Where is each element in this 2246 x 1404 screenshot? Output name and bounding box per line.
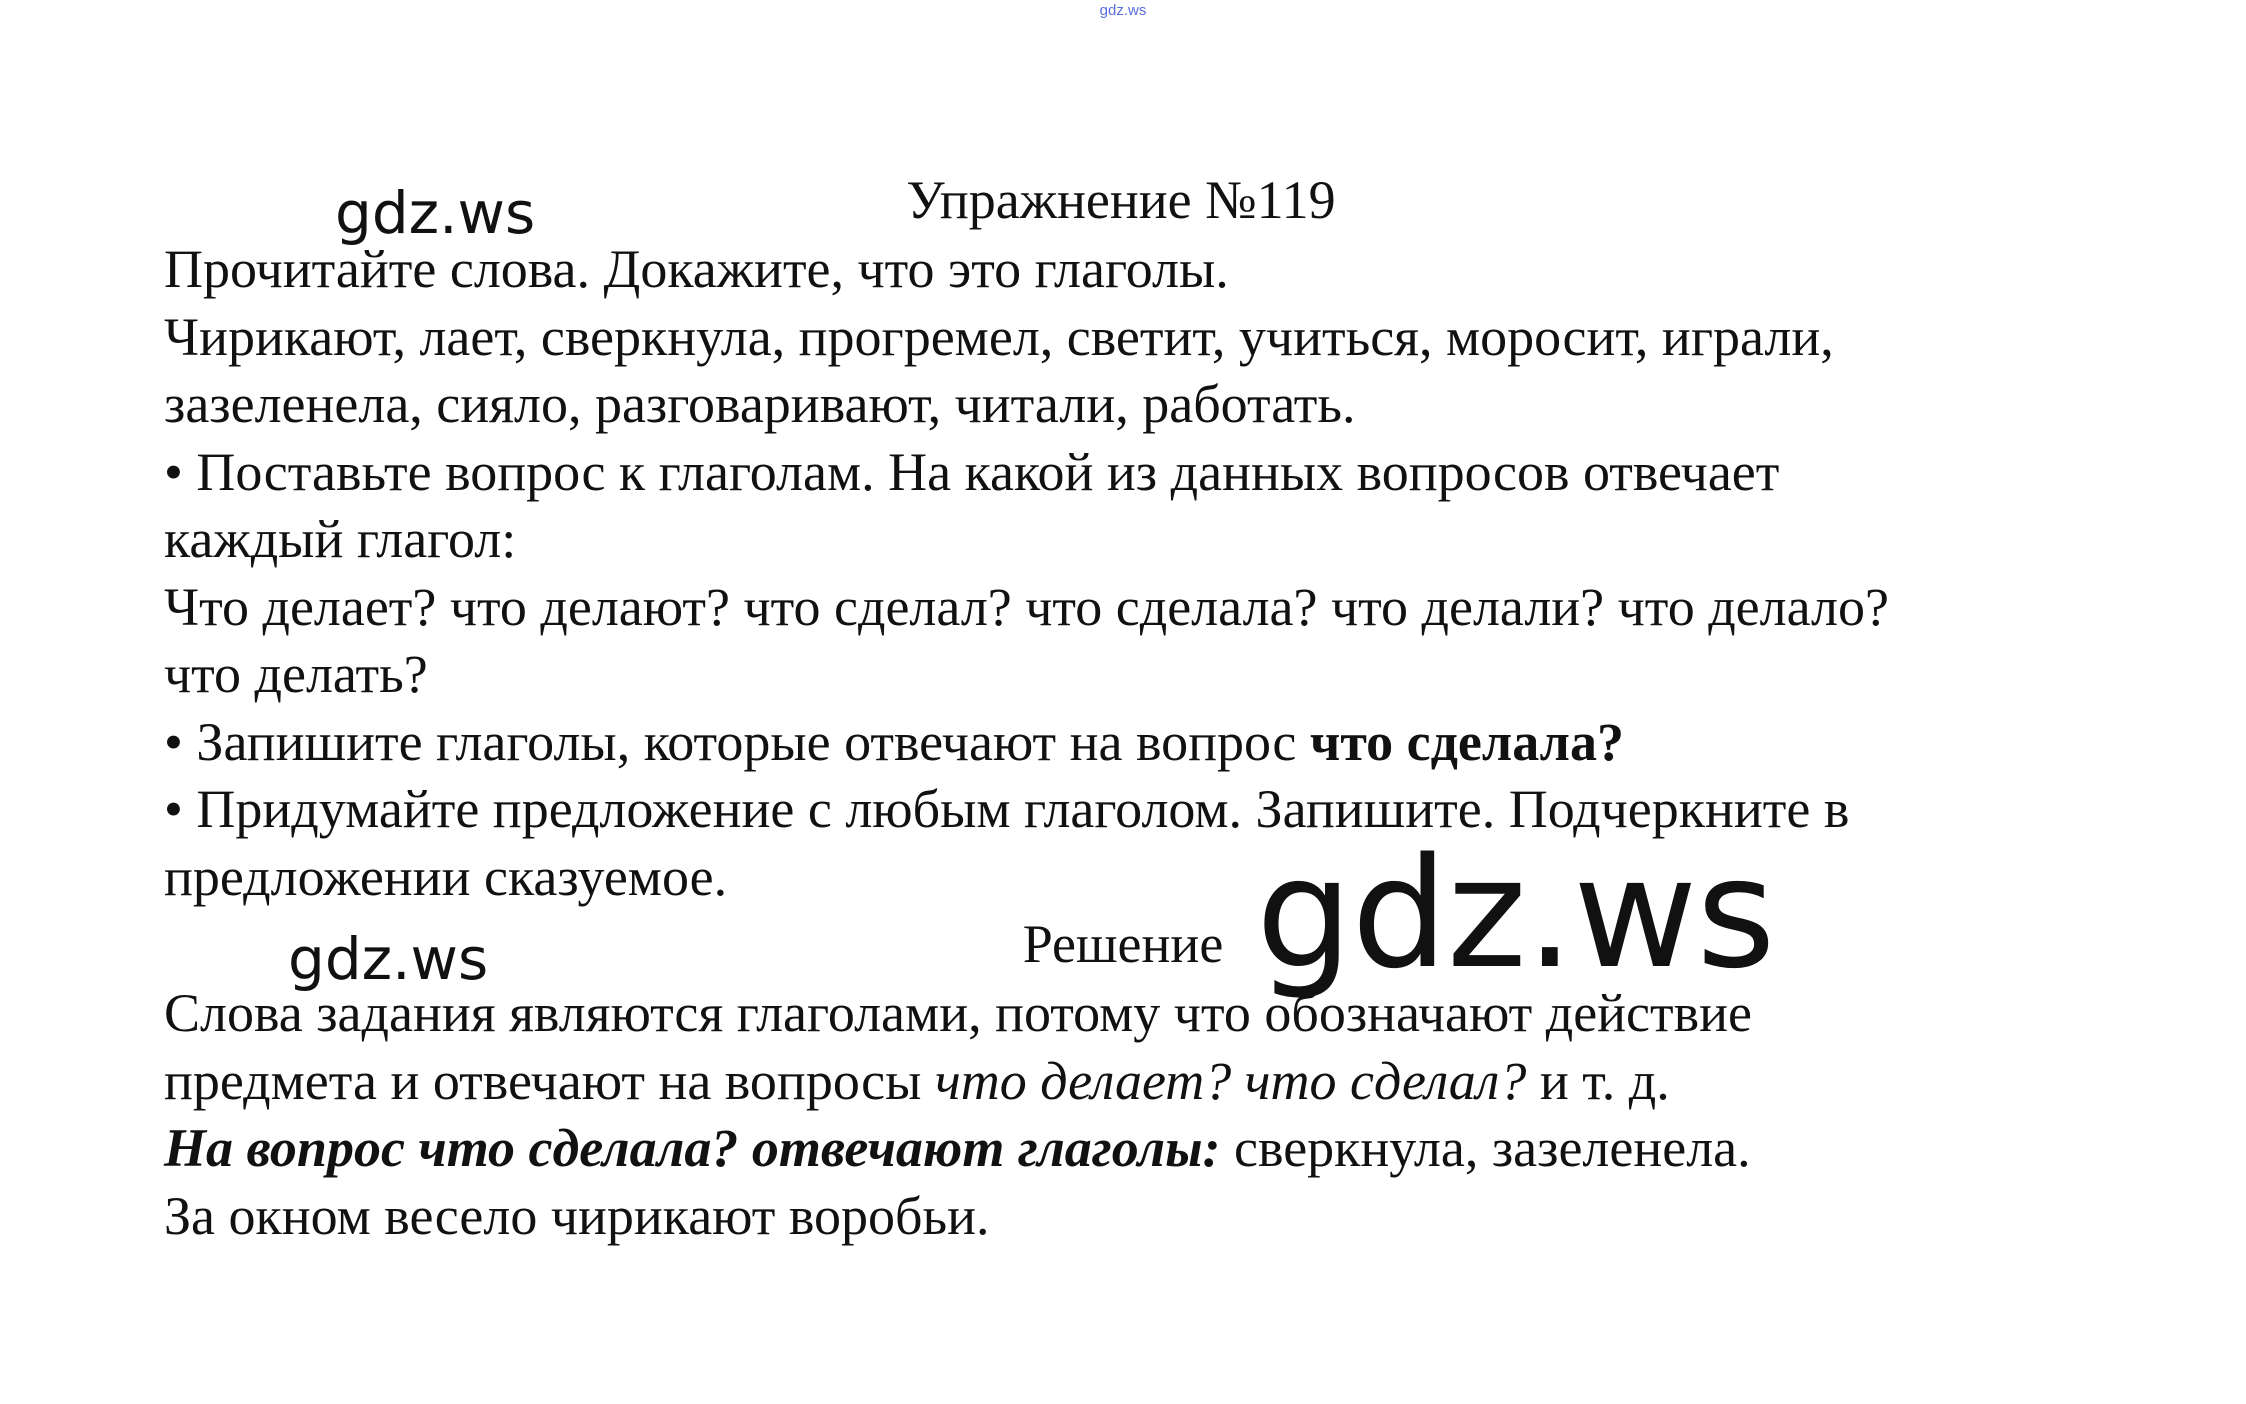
solution-line-2: [164, 1048, 2164, 1116]
solution-line-2-questions: что делает? что сделал?: [934, 1050, 1527, 1111]
questions-line-1: Что делает? что делают? что сделал? что сделала? что делали? что делало?: [164, 576, 1889, 637]
watermark-middle-left: gdz.ws: [288, 925, 489, 993]
task-2: [164, 709, 2164, 777]
questions-line-2: что делать?: [164, 644, 428, 704]
solution-line-2-end: и т. д.: [1526, 1050, 1670, 1111]
watermark-large: gdz.ws: [1256, 825, 1775, 1002]
words-line-1: Чирикают, лает, сверкнула, прогремел, светит, учиться, моросит, играли,: [164, 306, 1834, 367]
task-3-line-1: • Придумайте предложение с любым глаголом. Запишите. Подчеркните в: [164, 779, 1850, 839]
solution-text: [164, 980, 2164, 1250]
exercise-title-text: Упражнение №119: [906, 170, 1336, 230]
task-2-text: • Запишите глаголы, которые отвечают на вопрос: [164, 711, 1310, 772]
solution-line-4: За окном весело чирикают воробьи.: [164, 1185, 990, 1246]
solution-line-3: [164, 1115, 2164, 1183]
task-1-line-2: каждый глагол:: [164, 509, 517, 569]
task-2-question: что сделала?: [1309, 711, 1624, 772]
solution-line-3-lead: На вопрос что сделала? отвечают глаголы:: [164, 1118, 1221, 1178]
solution-line-3-words: сверкнула, зазеленела.: [1220, 1118, 1751, 1178]
solution-line-2-text: предмета и отвечают на вопросы: [164, 1050, 935, 1111]
solution-heading-text: Решение: [1022, 914, 1224, 974]
task-3-line-2: предложении сказуемое.: [164, 846, 728, 907]
words-line-2: зазеленела, сияло, разговаривают, читали, работать.: [164, 374, 1356, 434]
watermark-top-left: gdz.ws: [335, 179, 536, 247]
solution-line-1: Слова задания являются глаголами, потому что обозначают действие: [164, 983, 1752, 1043]
exercise-text: [164, 236, 2164, 911]
instruction: Прочитайте слова. Докажите, что это глаголы.: [164, 239, 1229, 299]
site-mark: gdz.ws: [1099, 2, 1147, 19]
task-1-line-1: • Поставьте вопрос к глаголам. На какой из данных вопросов отвечает: [164, 441, 1780, 502]
